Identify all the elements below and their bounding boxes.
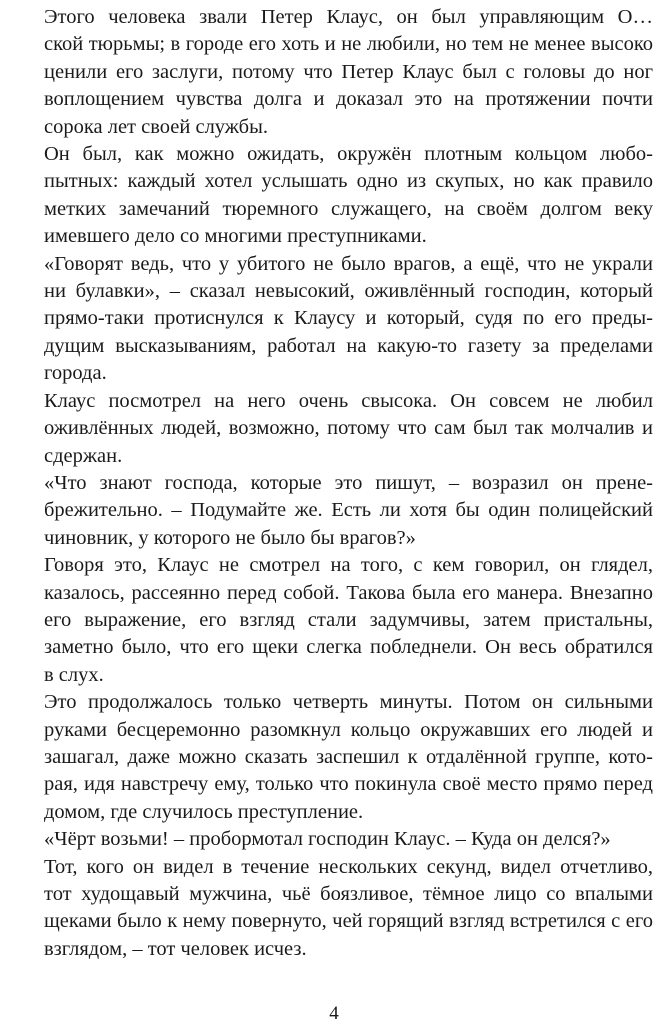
text-line: дущим высказываниям, работал на какую-то газету за пределами bbox=[44, 334, 653, 357]
paragraph-3 bbox=[15, 251, 653, 388]
text-line: руками бесцеремонно разомкнул кольцо окружавших его людей и bbox=[44, 718, 653, 741]
paragraph-5 bbox=[15, 470, 653, 552]
text-line: ценили его заслуги, потому что Петер Клаус был с головы до ног bbox=[44, 60, 653, 83]
text-line: ской тюрьмы; в городе его хоть и не любили, но тем не менее высоко bbox=[44, 33, 653, 56]
text-line: Клаус посмотрел на него очень свысока. Он совсем не любил bbox=[44, 389, 653, 412]
page-body bbox=[15, 4, 653, 963]
text-line: в слух. bbox=[44, 663, 104, 686]
text-line: заметно было, что его щеки слегка побледнели. Он весь обратился bbox=[44, 636, 653, 659]
text-line: взглядом, – тот человек исчез. bbox=[44, 937, 307, 960]
page-number: 4 bbox=[329, 1003, 339, 1024]
text-line: сдержан. bbox=[44, 444, 123, 467]
text-line: «Чёрт возьми! – пробормотал господин Клаус. – Куда он делся?» bbox=[44, 828, 611, 851]
text-line: Этого человека звали Петер Клаус, он был управляющим О… bbox=[44, 6, 653, 28]
text-line: воплощением чувства долга и доказал это на протяжении почти bbox=[44, 88, 653, 111]
text-line: Это продолжалось только четверть минуты. Потом он сильными bbox=[44, 691, 653, 714]
text-line: метких замечаний тюремного служащего, на своём долгом веку bbox=[44, 197, 653, 220]
text-line: сорока лет своей службы. bbox=[44, 115, 268, 138]
text-line: «Говорят ведь, что у убитого не было врагов, а ещё, что не украли bbox=[44, 252, 653, 275]
text-line: чиновник, у которого не было бы врагов?» bbox=[44, 526, 416, 549]
paragraph-1 bbox=[15, 4, 653, 141]
text-line: домом, где случилось преступление. bbox=[44, 800, 364, 823]
text-line: прямо-таки протиснулся к Клаусу и который, судя по его преды- bbox=[44, 307, 653, 330]
text-line: ни булавки», – сказал невысокий, оживлённый господин, который bbox=[44, 280, 653, 303]
text-line: щеками было к нему повернуто, чей горящий взгляд встретился с его bbox=[44, 910, 653, 933]
text-line: пытных: каждый хотел услышать одно из скупых, но как правило bbox=[44, 170, 653, 193]
text-line: его выражение, его взгляд стали задумчивы, затем пристальны, bbox=[44, 608, 653, 631]
text-line: тот худощавый мужчина, чьё боязливое, тёмное лицо со впалыми bbox=[44, 883, 653, 905]
paragraph-8 bbox=[15, 826, 653, 853]
text-line: «Что знают господа, которые это пишут, – возразил он прене- bbox=[44, 471, 653, 494]
paragraph-2 bbox=[15, 141, 653, 251]
paragraph-6 bbox=[15, 552, 653, 689]
text-line: города. bbox=[44, 362, 107, 385]
text-line: рая, идя навстречу ему, только что покинула своё место прямо перед bbox=[44, 773, 653, 796]
paragraph-9 bbox=[15, 854, 653, 964]
text-line: брежительно. – Подумайте же. Есть ли хотя бы один полицейский bbox=[44, 499, 653, 522]
paragraph-7 bbox=[15, 689, 653, 826]
text-line: Он был, как можно ожидать, окружён плотным кольцом любо- bbox=[44, 143, 653, 166]
text-line: Тот, кого он видел в течение нескольких секунд, видел отчетливо, bbox=[44, 855, 653, 878]
text-line: Говоря это, Клаус не смотрел на того, с кем говорил, он глядел, bbox=[44, 554, 653, 577]
paragraph-4 bbox=[15, 388, 653, 470]
text-line: казалось, рассеянно перед собой. Такова была его манера. Внезапно bbox=[44, 581, 653, 604]
text-line: зашагал, даже можно сказать заспешил к отдалённой группе, кото- bbox=[44, 745, 653, 768]
text-line: имевшего дело со многими преступниками. bbox=[44, 225, 427, 248]
text-line: оживлённых людей, возможно, потому что сам был так молчалив и bbox=[44, 417, 653, 440]
